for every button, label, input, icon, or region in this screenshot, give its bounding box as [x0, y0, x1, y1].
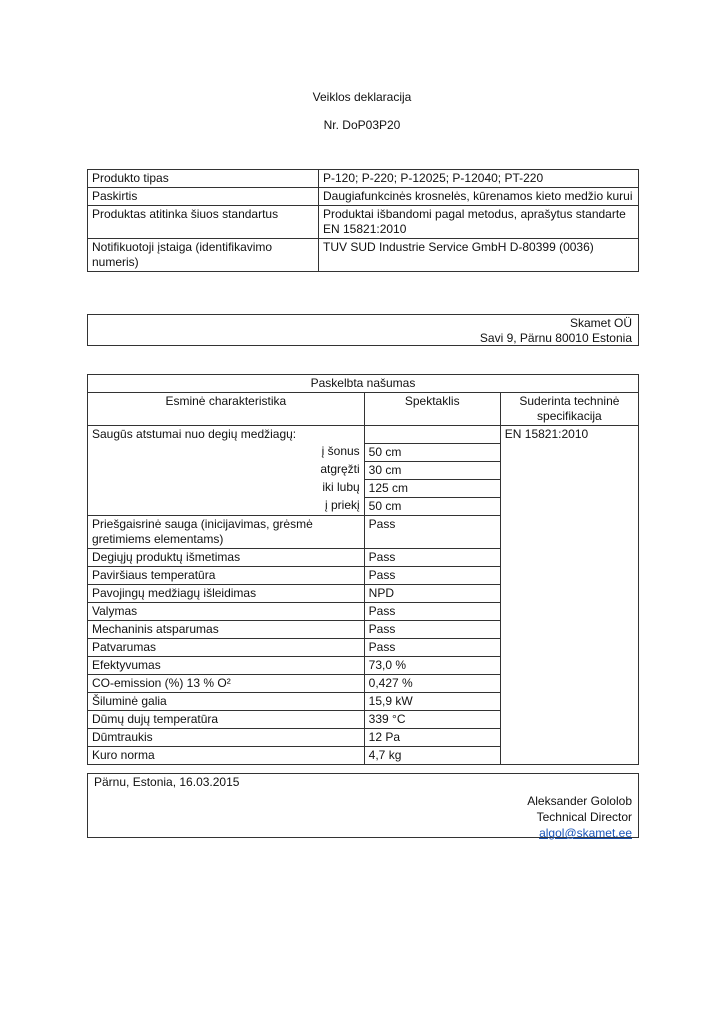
- product-type-value: P-120; P-220; P-12025; P-12040; PT-220: [319, 170, 639, 188]
- row-value: 12 Pa: [364, 728, 500, 746]
- notified-body-label: Notifikuotoji įstaiga (identifikavimo numeris): [88, 239, 319, 272]
- product-info-table: [87, 169, 639, 272]
- distance-value: 50 cm: [364, 497, 500, 515]
- document-title: Veiklos deklaracija: [312, 90, 412, 104]
- row-label: Dūmtraukis: [88, 728, 365, 746]
- document-number: Nr. DoP03P20: [323, 118, 401, 132]
- purpose-label: Paskirtis: [88, 188, 319, 206]
- col-performance-header: Spektaklis: [364, 393, 500, 426]
- col-characteristic-header: Esminė charakteristika: [88, 393, 365, 426]
- notified-body-value: TUV SUD Industrie Service GmbH D-80399 (0036): [319, 239, 639, 272]
- table-row: [88, 170, 639, 188]
- row-label: Degiųjų produktų išmetimas: [88, 548, 365, 566]
- row-label: Kuro norma: [88, 746, 365, 764]
- standard-value: Produktai išbandomi pagal metodus, aprašytus standarte EN 15821:2010: [319, 206, 639, 239]
- row-value: 4,7 kg: [364, 746, 500, 764]
- purpose-value: Daugiafunkcinės krosnelės, kūrenamos kieto medžio kurui: [319, 188, 639, 206]
- standard-label: Produktas atitinka šiuos standartus: [88, 206, 319, 239]
- row-value: Pass: [364, 620, 500, 638]
- distance-label: į šonus: [88, 443, 365, 461]
- row-label: Šiluminė galia: [88, 692, 365, 710]
- signatory: [527, 793, 632, 841]
- distance-label: į priekį: [88, 497, 365, 515]
- table-row: [88, 375, 639, 393]
- distance-label: iki lubų: [88, 479, 365, 497]
- row-label: Pavojingų medžiagų išleidimas: [88, 584, 365, 602]
- signatory-name: Aleksander Gololob: [527, 794, 632, 808]
- signatory-role: Technical Director: [536, 810, 632, 824]
- row-value: 0,427 %: [364, 674, 500, 692]
- performance-table: [87, 374, 639, 765]
- row-value: 15,9 kW: [364, 692, 500, 710]
- company-name: Skamet OÜ: [569, 316, 632, 330]
- row-value: Pass: [364, 602, 500, 620]
- row-value: 339 °C: [364, 710, 500, 728]
- row-label: Patvarumas: [88, 638, 365, 656]
- row-label: Efektyvumas: [88, 656, 365, 674]
- company-address: Savi 9, Pärnu 80010 Estonia: [479, 331, 632, 345]
- email-link[interactable]: algol@skamet.ee: [539, 826, 632, 840]
- distances-label: Saugūs atstumai nuo degių medžiagų:: [88, 426, 365, 444]
- row-value: Pass: [364, 566, 500, 584]
- place-date: Pärnu, Estonia, 16.03.2015: [94, 775, 240, 789]
- fire-safety-label: Priešgaisrinė sauga (inicijavimas, grėsmė gretimiems elementams): [88, 515, 365, 548]
- row-value: Pass: [364, 638, 500, 656]
- empty-cell: [364, 426, 500, 444]
- row-value: 73,0 %: [364, 656, 500, 674]
- distance-value: 125 cm: [364, 479, 500, 497]
- row-value: NPD: [364, 584, 500, 602]
- performance-heading: Paskelbta našumas: [88, 375, 639, 393]
- row-label: CO-emission (%) 13 % O²: [88, 674, 365, 692]
- row-label: Mechaninis atsparumas: [88, 620, 365, 638]
- row-label: Dūmų dujų temperatūra: [88, 710, 365, 728]
- col-spec-header: Suderinta techninė specifikacija: [500, 393, 638, 426]
- table-row: [88, 426, 639, 444]
- table-row: [88, 393, 639, 426]
- product-type-label: Produkto tipas: [88, 170, 319, 188]
- table-row: [88, 239, 639, 272]
- signature-box: [87, 773, 639, 838]
- fire-safety-value: Pass: [364, 515, 500, 548]
- table-row: [88, 188, 639, 206]
- distance-value: 30 cm: [364, 461, 500, 479]
- row-label: Paviršiaus temperatūra: [88, 566, 365, 584]
- table-row: [88, 206, 639, 239]
- row-value: Pass: [364, 548, 500, 566]
- spec-value: EN 15821:2010: [500, 426, 638, 765]
- row-label: Valymas: [88, 602, 365, 620]
- distance-value: 50 cm: [364, 443, 500, 461]
- company-box: [87, 314, 639, 346]
- distance-label: atgręžti: [88, 461, 365, 479]
